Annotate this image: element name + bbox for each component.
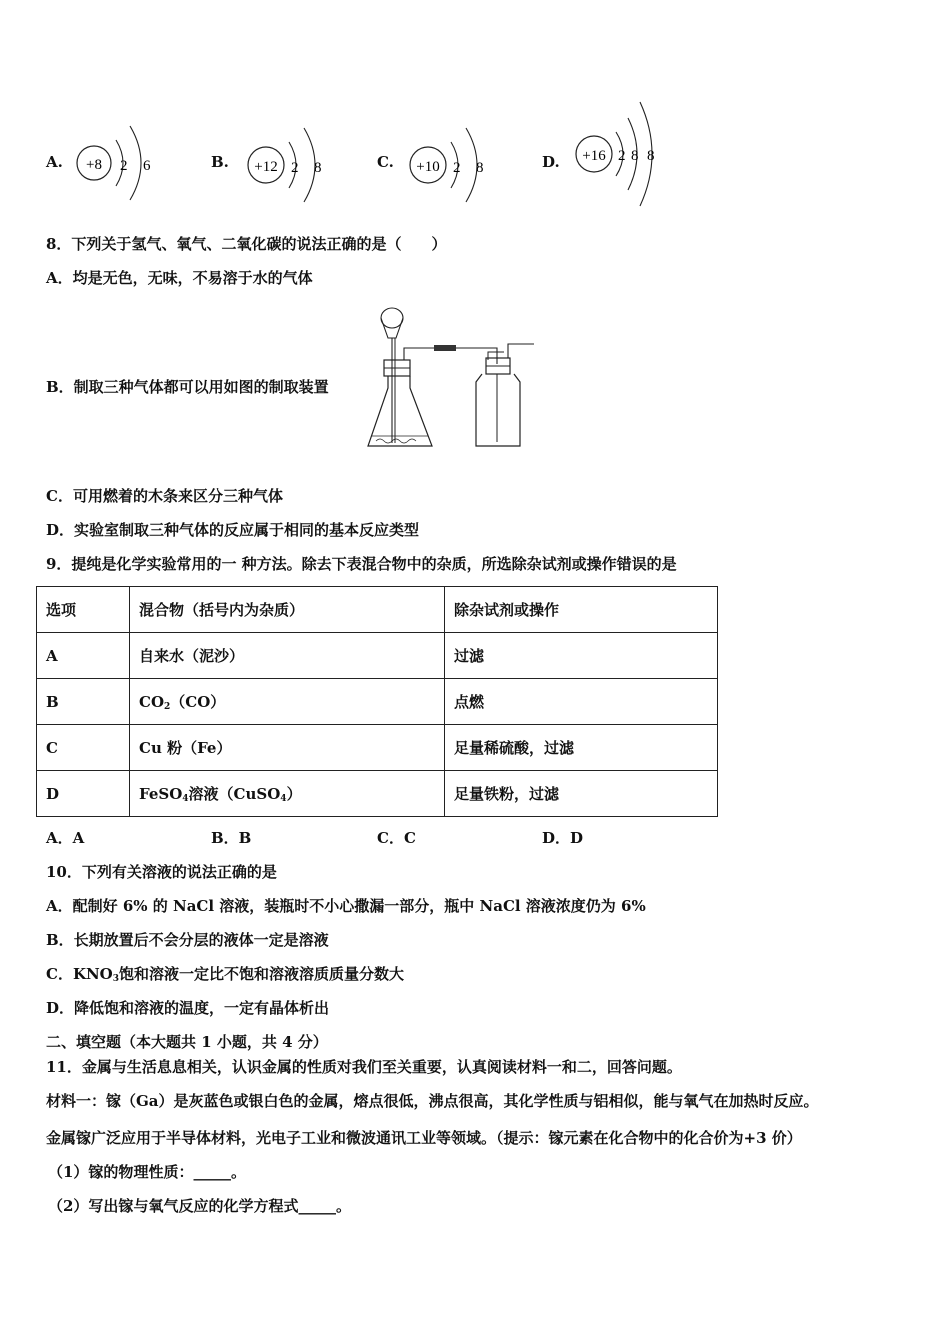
- question-9-answer-a[interactable]: A．A: [46, 829, 85, 847]
- mixture-subscript: 4: [280, 794, 287, 804]
- question-9-answer-b[interactable]: B．B: [211, 829, 252, 847]
- question-11-stem: 11．金属与生活息息相关，认识金属的性质对我们至关重要，认真阅读材料一和二，回答问题。: [46, 1058, 682, 1076]
- question-8-option-a[interactable]: A．均是无色，无味，不易溶于水的气体: [46, 269, 313, 287]
- gas-generation-apparatus-figure: [362, 298, 540, 454]
- table-cell-mixture: [130, 679, 445, 725]
- atom-diagram-c: [402, 122, 497, 208]
- shell-count: 8: [314, 160, 322, 176]
- mixture-text: FeSO: [139, 785, 183, 803]
- mixture-text: ）: [286, 785, 302, 803]
- table-header-cell: 选项: [37, 587, 130, 633]
- nucleus-charge: +8: [86, 157, 102, 173]
- shell-count: 2: [453, 160, 461, 176]
- option-text: C．KNO: [46, 965, 113, 983]
- mixture-subscript: 4: [182, 794, 189, 804]
- table-cell-operation: 过滤: [445, 633, 718, 679]
- question-9-answer-d[interactable]: D．D: [542, 829, 584, 847]
- atom-diagram-d: [570, 96, 670, 210]
- option-label: D.: [542, 153, 560, 171]
- shell-count: 2: [618, 148, 626, 164]
- table-cell-operation: 足量铁粉，过滤: [445, 771, 718, 817]
- question-11-material-2: 金属镓广泛应用于半导体材料，光电子工业和微波通讯工业等领域。（提示：镓元素在化合物中的化合价为+3 价）: [46, 1129, 802, 1147]
- table-header-cell: 混合物（括号内为杂质）: [130, 587, 445, 633]
- question-11-part-1[interactable]: （1）镓的物理性质：_____。: [48, 1163, 246, 1181]
- table-cell-operation: 点燃: [445, 679, 718, 725]
- nucleus-charge: +12: [254, 159, 278, 175]
- option-label: B.: [211, 153, 229, 171]
- question-9-stem: 9．提纯是化学实验常用的一 种方法。除去下表混合物中的杂质，所选除杂试剂或操作错误的是: [46, 555, 677, 573]
- question-9-answer-c[interactable]: C．C: [377, 829, 416, 847]
- table-cell-option: C: [37, 725, 130, 771]
- shell-count: 2: [291, 160, 299, 176]
- shell-count: 8: [647, 148, 655, 164]
- mixture-text: 溶液（CuSO: [188, 785, 281, 803]
- section-heading: 二、填空题（本大题共 1 小题，共 4 分）: [46, 1033, 328, 1051]
- question-8-stem: 8．下列关于氢气、氧气、二氧化碳的说法正确的是（ ）: [46, 235, 447, 253]
- option-label: A.: [46, 153, 63, 171]
- question-10-option-c[interactable]: [46, 967, 404, 984]
- mixture-subscript: 2: [164, 702, 171, 712]
- formula-subscript: 3: [112, 974, 120, 984]
- question-8-option-c[interactable]: C．可用燃着的木条来区分三种气体: [46, 487, 283, 505]
- option-text: 饱和溶液一定比不饱和溶液溶质质量分数大: [119, 965, 405, 983]
- mixture-text: Cu 粉（Fe）: [139, 739, 232, 757]
- shell-count: 8: [631, 148, 639, 164]
- shell-count: 8: [476, 160, 484, 176]
- atom-diagram-a: [70, 120, 160, 206]
- question-8-option-d[interactable]: D．实验室制取三种气体的反应属于相同的基本反应类型: [46, 521, 420, 539]
- table-row: [37, 771, 718, 817]
- shell-count: 2: [120, 158, 128, 174]
- nucleus-charge: +16: [582, 148, 606, 164]
- table-cell-mixture: [130, 725, 445, 771]
- question-10-option-d[interactable]: D．降低饱和溶液的温度，一定有晶体析出: [46, 999, 330, 1017]
- question-11-part-2[interactable]: （2）写出镓与氧气反应的化学方程式_____。: [48, 1197, 351, 1215]
- question-8-option-b[interactable]: B．制取三种气体都可以用如图的制取装置: [46, 378, 329, 396]
- mixture-text: 自来水（泥沙）: [139, 647, 245, 665]
- mixture-text: CO: [139, 693, 165, 711]
- table-row: [37, 725, 718, 771]
- table-cell-option: A: [37, 633, 130, 679]
- table-row: [37, 633, 718, 679]
- table-cell-option: B: [37, 679, 130, 725]
- option-label: C.: [377, 153, 394, 171]
- table-cell-mixture: [130, 633, 445, 679]
- nucleus-charge: +10: [416, 159, 440, 175]
- shell-count: 6: [143, 158, 151, 174]
- table-cell-option: D: [37, 771, 130, 817]
- table-row: [37, 679, 718, 725]
- question-11-material-1: 材料一：镓（Ga）是灰蓝色或银白色的金属，熔点很低，沸点很高，其化学性质与铝相似，能与氧气在加热时反应。: [46, 1092, 819, 1110]
- question-10-stem: 10．下列有关溶液的说法正确的是: [46, 863, 277, 881]
- table-cell-mixture: [130, 771, 445, 817]
- question-10-option-b[interactable]: B．长期放置后不会分层的液体一定是溶液: [46, 931, 329, 949]
- question-10-option-a[interactable]: A．配制好 6% 的 NaCl 溶液，装瓶时不小心撒漏一部分，瓶中 NaCl 溶液浓度仍为 6%: [46, 897, 646, 915]
- mixture-text: （CO）: [170, 693, 226, 711]
- atom-diagram-b: [240, 122, 335, 208]
- table-cell-operation: 足量稀硫酸，过滤: [445, 725, 718, 771]
- purification-table: [36, 586, 718, 817]
- table-header-cell: 除杂试剂或操作: [445, 587, 718, 633]
- table-header-row: [37, 587, 718, 633]
